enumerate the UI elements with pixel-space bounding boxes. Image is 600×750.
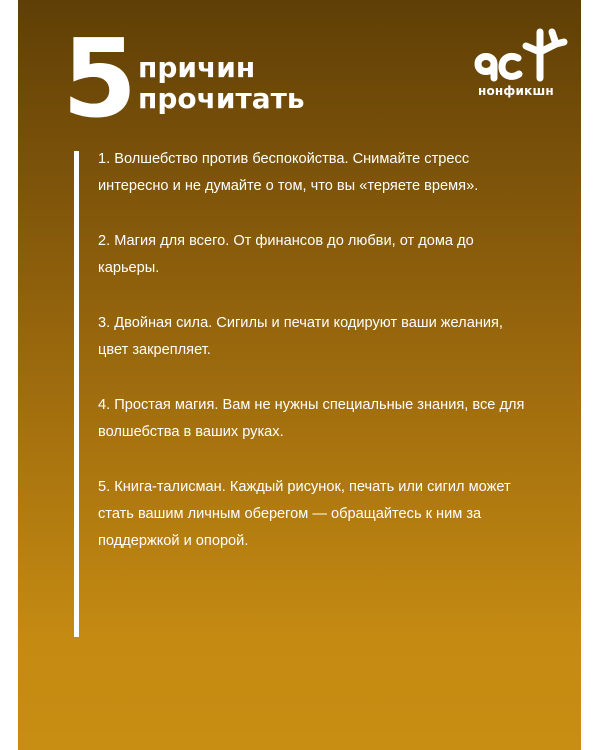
vertical-divider bbox=[74, 151, 79, 637]
reason-1-line-2: интересно и не думайте о том, что вы «теряете время». bbox=[98, 178, 479, 194]
promo-card bbox=[18, 0, 581, 750]
reason-3-line-1: 3. Двойная сила. Сигилы и печати кодируют ваши желания, bbox=[98, 315, 503, 331]
reason-item-2 bbox=[98, 228, 558, 282]
reasons-list bbox=[98, 146, 558, 583]
reason-5-line-1: 5. Книга-талисман. Каждый рисунок, печать или сигил может bbox=[98, 479, 511, 495]
reason-1-line-1: 1. Волшебство против беспокойства. Снимайте стресс bbox=[98, 151, 470, 167]
reason-2-line-1: 2. Магия для всего. От финансов до любви, от дома до bbox=[98, 233, 474, 249]
reason-5-line-2: стать вашим личным оберегом — обращайтесь к ним за bbox=[98, 506, 482, 522]
headline-line-2: прочитать bbox=[138, 82, 305, 115]
ast-logo-icon bbox=[470, 24, 570, 84]
reason-item-3 bbox=[98, 310, 558, 364]
reason-4-line-2: волшебства в ваших руках. bbox=[98, 424, 284, 440]
headline-line-1: причин bbox=[138, 51, 256, 84]
reason-item-4 bbox=[98, 392, 558, 446]
logo-wordmark: нонфикшн bbox=[478, 84, 554, 98]
reason-5-line-3: поддержкой и опорой. bbox=[98, 533, 249, 549]
headline bbox=[138, 52, 305, 114]
reason-4-line-1: 4. Простая магия. Вам не нужны специальные знания, все для bbox=[98, 397, 525, 413]
reason-item-5 bbox=[98, 474, 558, 555]
big-number: 5 bbox=[62, 17, 136, 142]
reason-3-line-2: цвет закрепляет. bbox=[98, 342, 211, 358]
publisher-logo bbox=[470, 24, 570, 96]
reason-item-1 bbox=[98, 146, 558, 200]
reason-2-line-2: карьеры. bbox=[98, 260, 160, 276]
